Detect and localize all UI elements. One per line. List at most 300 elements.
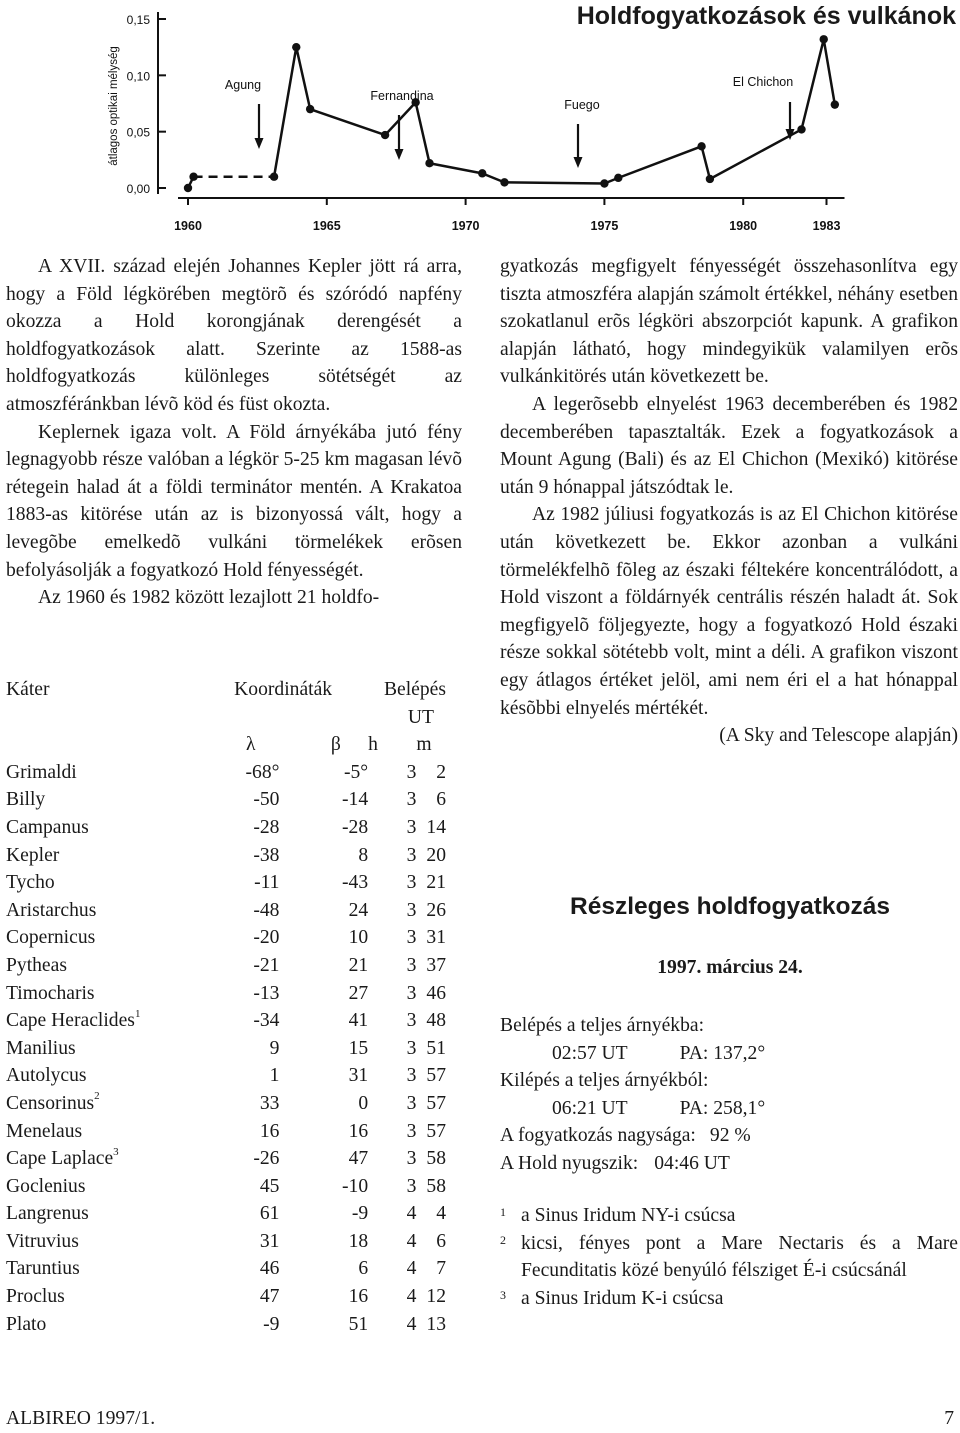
crater-lambda-text: 61 [259,1203,280,1225]
entry-label: Belépés a teljes árnyékba: [500,1015,705,1036]
left-column [6,253,462,612]
entry-hour [368,1090,416,1118]
crater-beta-text: -5° [343,761,369,783]
entry-minute-text: 46 [426,982,446,1004]
entry-minute-text: 20 [426,844,446,866]
crater-name [6,897,198,925]
optical-depth-chart [0,0,960,240]
crater-name [6,814,198,842]
crater-name-text: Grimaldi [6,761,77,783]
crater-name-text: Goclenius [6,1175,86,1197]
footer-page-number: 7 [944,1408,954,1429]
entry-hour [368,1007,416,1035]
footnotes [500,1202,958,1312]
crater-name-text: Langrenus [6,1203,89,1225]
crater-name [6,952,198,980]
footnote-text: kicsi, fényes pont a Mare Nectaris és a Mare Fecunditatis közé benyúló félsziget É-i csúcsánál [521,1232,958,1282]
footnote-text: a Sinus Iridum NY-i csúcsa [521,1205,736,1226]
crater-lambda [198,980,279,1008]
crater-name-text: Billy [6,789,46,811]
footnote-item [500,1285,958,1313]
crater-beta [279,897,368,925]
entry-minute-text: 57 [426,1092,446,1114]
x-tick-label: 1975 [590,219,619,233]
crater-name [6,1255,198,1283]
entry-hour-text: 3 [406,1010,417,1032]
table-row [6,814,446,842]
moonset-value: 04:46 UT [654,1152,730,1174]
entry-minute [416,1118,446,1146]
entry-hour-text: 3 [406,1065,417,1087]
chart-marks [184,35,839,192]
x-tick-label: 1965 [312,219,341,233]
crater-beta-text: -9 [351,1203,369,1225]
strongest-absorption-paragraph: A legerõsebb elnyelést 1963 decemberében és 1982 decemberében tapasztalták. Ezek a fogyatkozások a Mount Agung (Bali) és az El Chichon (Mexikó) kitörése után 9 hónappal játszódtak le. [500,393,958,498]
entry-hour-text: 3 [406,982,417,1004]
entry-minute [416,897,446,925]
header-coordinates: Koordináták [234,679,333,700]
crater-beta [279,980,368,1008]
crater-lambda [198,814,279,842]
crater-lambda-text: 1 [269,1065,280,1087]
crater-lambda [198,1228,279,1256]
eclipse-count-paragraph: Az 1960 és 1982 között lezajlott 21 holdfo- [38,587,380,609]
entry-hour [368,759,416,787]
table-row [6,759,446,787]
table-row [6,1118,446,1146]
crater-beta-text: 47 [348,1148,369,1170]
entry-minute-text: 21 [426,872,446,894]
arrowhead-icon [255,138,264,149]
crater-lambda [198,1311,279,1339]
entry-hour [368,897,416,925]
crater-name-text: Vitruvius [6,1230,79,1252]
crater-lambda-text: -48 [253,899,280,921]
footnote-item [500,1230,958,1285]
crater-name-text: Pytheas [6,954,67,976]
entry-hour-text: 3 [406,816,417,838]
crater-name [6,842,198,870]
data-point [306,105,314,113]
entry-hour-text: 3 [406,899,417,921]
footnote-number: 2 [500,1232,506,1247]
source-credit: (A Sky and Telescope alapján) [719,725,958,747]
entry-minute [416,1062,446,1090]
crater-lambda-text: -20 [253,927,280,949]
data-point [292,43,300,51]
table-header-row [6,676,446,704]
crater-lambda [198,1200,279,1228]
crater-lambda [198,1062,279,1090]
crater-beta-text: 18 [348,1230,369,1252]
crater-name [6,1007,198,1035]
entry-hour [368,1200,416,1228]
entry-hour-text: 3 [406,954,417,976]
crater-name [6,759,198,787]
entry-minute [416,786,446,814]
crater-name-text: Censorinus [6,1092,95,1114]
crater-beta [279,814,368,842]
crater-name-text: Copernicus [6,927,96,949]
crater-beta-text: 27 [348,982,369,1004]
crater-name-text: Campanus [6,816,89,838]
crater-name-text: Kepler [6,844,60,866]
entry-minute [416,924,446,952]
entry-minute-text: 58 [426,1148,446,1170]
crater-name-text: Manilius [6,1037,76,1059]
crater-lambda [198,1145,279,1173]
entry-minute-text: 14 [426,816,446,838]
entry-hour-text: 3 [406,1037,417,1059]
crater-beta [279,1173,368,1201]
crater-beta [279,842,368,870]
entry-hour-text: 3 [406,844,417,866]
crater-beta [279,924,368,952]
crater-beta [279,1118,368,1146]
entry-hour-text: 3 [406,927,417,949]
crater-beta-text: 8 [358,844,369,866]
entry-hour-text: 3 [406,1120,417,1142]
right-column [500,253,958,750]
entry-minute [416,1145,446,1173]
crater-beta-text: 6 [358,1258,369,1280]
table-header-row [6,704,446,732]
kepler-paragraph: Keplernek igaza volt. A Föld árnyékába jutó fény legnagyobb része valóban a légkör 5-25 km magasan lévõ rétegein halad át a földi terminátor mentén. A Krakatoa 1883-as kitörése után az is bizonyossá vált, hogy a levegõbe emelkedõ vulkáni törmelékek erõsen befolyásolják a fogyatkozó Hold fényességét. [6,421,462,581]
entry-hour-text: 4 [406,1286,417,1308]
crater-name [6,1090,198,1118]
entry-hour [368,980,416,1008]
entry-time: 02:57 UT [552,1042,628,1064]
header-crater: Káter [6,679,50,700]
entry-hour [368,924,416,952]
crater-lambda-text: 31 [259,1230,280,1252]
entry-hour-text: 3 [406,789,417,811]
header-entry: Belépés [383,679,446,700]
entry-minute [416,1090,446,1118]
table-row [6,1062,446,1090]
entry-hour-text: 4 [406,1203,417,1225]
crater-beta [279,1145,368,1173]
data-point [184,184,192,192]
crater-name [6,1118,198,1146]
footnote-number: 3 [500,1287,506,1302]
moonset-label: A Hold nyugszik: [500,1152,639,1174]
entry-minute-text: 57 [426,1065,446,1087]
entry-minute-text: 57 [426,1120,446,1142]
table-row [6,924,446,952]
crater-lambda [198,1007,279,1035]
crater-beta-text: 16 [348,1286,369,1308]
crater-lambda-text: -13 [253,982,280,1004]
magnitude-row [500,1122,765,1150]
crater-name [6,1283,198,1311]
crater-name [6,1228,198,1256]
data-point [425,159,433,167]
entry-hour [368,814,416,842]
crater-lambda-text: -68° [245,761,280,783]
entry-hour-text: 3 [406,1148,417,1170]
crater-beta-text: 15 [348,1037,369,1059]
x-tick-label: 1980 [729,219,758,233]
header-lambda: λ [246,734,256,756]
crater-lambda-text: -26 [253,1148,280,1170]
moonset-row [500,1150,765,1178]
crater-lambda-text: -9 [263,1313,280,1335]
header-ut: UT [407,706,434,728]
chart-annotations [225,75,795,168]
crater-lambda-text: 47 [259,1286,280,1308]
annotation-label: Fernandina [370,89,434,103]
crater-name-text: Plato [6,1313,47,1335]
entry-minute-text: 37 [426,954,446,976]
footnote-marker: 2 [94,1090,100,1103]
crater-beta-text: 41 [348,1010,369,1032]
crater-lambda [198,1090,279,1118]
crater-beta [279,1090,368,1118]
eclipse-info [500,1012,765,1178]
table-row [6,1007,446,1035]
entry-minute [416,814,446,842]
entry-hour [368,1228,416,1256]
crater-beta-text: 31 [348,1065,369,1087]
magnitude-label: A fogyatkozás nagysága: [500,1125,696,1147]
entry-minute-text: 12 [426,1286,446,1308]
crater-lambda-text: 45 [259,1175,280,1197]
entry-minute [416,1200,446,1228]
entry-minute [416,952,446,980]
crater-lambda-text: -11 [254,872,280,894]
entry-minute [416,1283,446,1311]
entry-minute [416,1311,446,1339]
table-row [6,869,446,897]
entry-hour [368,1173,416,1201]
crater-beta [279,1255,368,1283]
table-row [6,1228,446,1256]
crater-lambda [198,1173,279,1201]
crater-beta [279,786,368,814]
page-title: Holdfogyatkozások és vulkánok [576,2,956,30]
table-row [6,1090,446,1118]
entry-minute-text: 31 [426,927,446,949]
table-row [6,1145,446,1173]
crater-beta-text: 51 [348,1313,369,1335]
crater-beta [279,952,368,980]
crater-beta [279,1062,368,1090]
data-point [478,169,486,177]
crater-beta-text: -10 [342,1175,369,1197]
chart-axes [108,12,845,233]
crater-name-text: Tycho [6,872,55,894]
exit-label: Kilépés a teljes árnyékból: [500,1070,709,1092]
entry-minute [416,980,446,1008]
crater-lambda [198,786,279,814]
crater-name [6,924,198,952]
entry-minute [416,1173,446,1201]
data-point [270,173,278,181]
table-row [6,897,446,925]
footnote-marker: 3 [113,1145,119,1158]
table-row [6,1173,446,1201]
crater-lambda-text: 46 [259,1258,280,1280]
table-row [6,1283,446,1311]
entry-minute-text: 48 [426,1010,446,1032]
table-row [6,980,446,1008]
crater-lambda [198,1118,279,1146]
entry-hour-text: 3 [406,1092,417,1114]
crater-lambda [198,1255,279,1283]
annotation-label: Agung [224,78,262,92]
crater-beta [279,1228,368,1256]
crater-lambda-text: 9 [269,1037,280,1059]
crater-lambda [198,1035,279,1063]
crater-name-text: Taruntius [6,1258,80,1280]
table-row [6,1200,446,1228]
y-tick-label: 0,00 [126,182,150,196]
entry-minute-text: 13 [426,1313,446,1335]
crater-beta-text: 10 [348,927,369,949]
crater-lambda-text: -21 [253,954,280,976]
crater-lambda [198,952,279,980]
y-tick-label: 0,05 [126,125,150,140]
data-point [500,178,508,186]
exit-values [500,1095,765,1123]
footnote-number: 1 [500,1205,506,1219]
entry-hour-text: 3 [406,872,417,894]
entry-minute-text: 58 [426,1175,446,1197]
entry-minute [416,842,446,870]
y-tick-label: 0,10 [126,69,150,84]
data-point [820,35,828,43]
crater-beta-text: 24 [348,899,369,921]
entry-hour [368,1062,416,1090]
crater-name [6,786,198,814]
entry-minute-text: 2 [436,761,446,783]
entry-values [500,1040,765,1068]
data-point [797,125,805,133]
crater-lambda [198,1283,279,1311]
crater-lambda-text: 16 [259,1120,280,1142]
entry-minute [416,1035,446,1063]
data-point [706,175,714,183]
entry-hour [368,786,416,814]
entry-minute-text: 6 [436,789,446,811]
crater-name [6,1173,198,1201]
crater-name-text: Autolycus [6,1065,87,1087]
crater-name [6,1145,198,1173]
crater-beta-text: -28 [342,816,369,838]
comparison-paragraph: gyatkozás megfigyelt fényességét összehasonlítva egy tiszta atmoszféra alapján számolt értékkel, néhány esetben szokatlanul erõs légköri abszorpciót kapunk. A grafikon alapján látható, hogy mindegyikük valamilyen erõs vulkánkitörés után következett be. [500,256,958,388]
exit-pa: PA: 258,1° [679,1097,766,1119]
crater-beta [279,1007,368,1035]
data-point [381,131,389,139]
table-row [6,1255,446,1283]
crater-name-text: Timocharis [6,982,95,1004]
entry-minute [416,1228,446,1256]
crater-beta [279,869,368,897]
crater-beta-text: 16 [348,1120,369,1142]
arrowhead-icon [574,157,583,168]
header-beta: β [330,734,341,756]
crater-name [6,1311,198,1339]
crater-name [6,980,198,1008]
entry-minute [416,759,446,787]
crater-beta [279,1200,368,1228]
x-tick-label: 1983 [812,219,841,233]
entry-minute [416,1007,446,1035]
footnote-item [500,1202,958,1230]
crater-timing-table [6,676,446,1338]
x-tick-label: 1960 [174,219,202,233]
crater-lambda-text: 33 [259,1092,280,1114]
crater-lambda-text: -28 [253,816,280,838]
series-line [274,39,835,183]
entry-hour-text: 3 [406,1175,417,1197]
crater-beta [279,1311,368,1339]
july-1982-paragraph: Az 1982 júliusi fogyatkozás is az El Chichon kitörése után következett be. Ekkor azonban a vulkáni törmelékfelhõ fõleg az északi féltekére koncentrálódott, a Hold viszont a földárnyék centrális részén haladt át. Sok megfigyelõ följegyezte, hogy a fogyatkozó Hold északi része sokkal sötétebb volt, mint a déli. A grafikon viszont egy átlagos értéket jelöl, ami nem éri el a hat hónappal késõbbi elnyelés mértékét. [500,504,958,719]
entry-minute-text: 6 [436,1230,446,1252]
crater-name-text: Menelaus [6,1120,83,1142]
exit-time: 06:21 UT [552,1097,628,1119]
header-h: h [368,734,378,756]
x-tick-label: 1970 [451,219,480,233]
crater-lambda [198,897,279,925]
crater-beta-text: -43 [342,872,369,894]
entry-minute [416,869,446,897]
table-row [6,1311,446,1339]
table-header-row [6,731,446,759]
entry-hour [368,1283,416,1311]
data-point [189,173,197,181]
crater-lambda [198,924,279,952]
crater-beta [279,1283,368,1311]
data-point [600,179,608,187]
y-axis-title: átlagos optikai mélység [108,46,120,166]
table-row [6,786,446,814]
entry-hour [368,842,416,870]
data-point [614,174,622,182]
footnote-text: a Sinus Iridum K-i csúcsa [521,1287,724,1309]
crater-name [6,1200,198,1228]
entry-hour [368,1118,416,1146]
entry-hour [368,1255,416,1283]
crater-name-text: Cape Heraclides [6,1010,135,1032]
crater-lambda [198,869,279,897]
footer-publication: ALBIREO 1997/1. [6,1408,156,1429]
crater-beta-text: 21 [348,954,369,976]
entry-pa: PA: 137,2° [679,1042,766,1064]
crater-lambda [198,842,279,870]
entry-hour [368,1145,416,1173]
y-tick-label: 0,15 [126,13,150,27]
crater-lambda-text: -38 [253,844,280,866]
intro-paragraph: A XVII. század elején Johannes Kepler jött rá arra, hogy a Föld légkörében megtörõ és szóródó napfény okozza a Hold korongjának derengését a holdfogyatkozások alatt. Szerinte az 1588-as holdfogyatkozás különleges sötétségét az atmoszféránkban lévõ köd és füst okozta. [6,256,462,415]
table-row [6,952,446,980]
entry-hour [368,952,416,980]
crater-beta [279,759,368,787]
crater-name-text: Aristarchus [6,899,97,921]
entry-hour-text: 4 [406,1313,417,1335]
eclipse-section-title: Részleges holdfogyatkozás [570,893,890,920]
crater-lambda-text: -50 [253,789,280,811]
crater-lambda [198,759,279,787]
crater-name [6,1035,198,1063]
crater-name [6,1062,198,1090]
crater-beta [279,1035,368,1063]
entry-minute-text: 4 [436,1203,446,1225]
crater-name-text: Cape Laplace [6,1148,114,1170]
arrowhead-icon [395,149,404,160]
magnitude-value: 92 % [709,1125,751,1147]
